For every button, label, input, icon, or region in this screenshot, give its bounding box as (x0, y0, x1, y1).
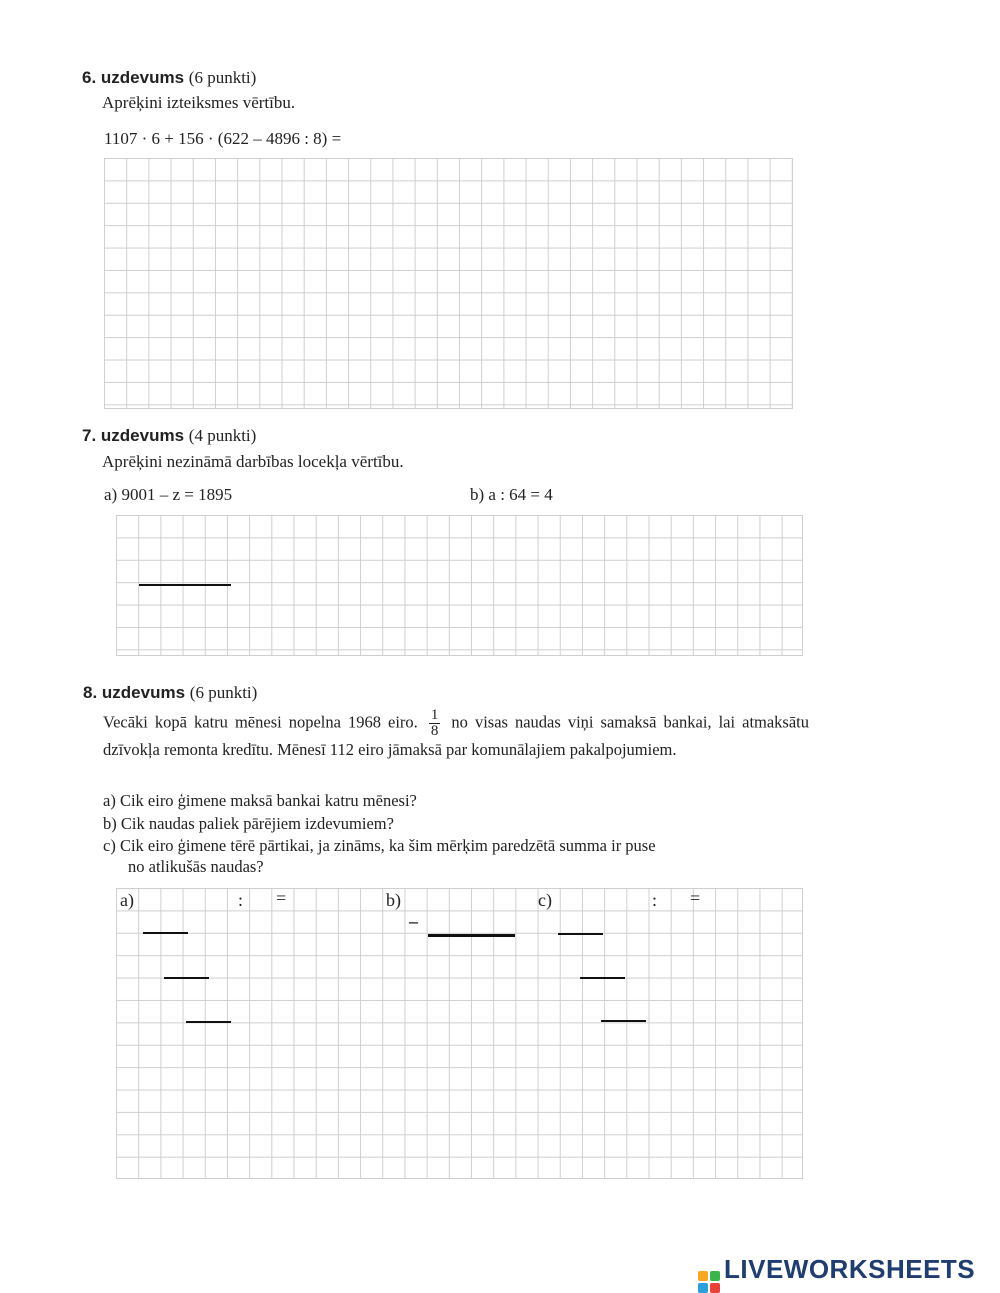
task7-answer-line (139, 584, 231, 586)
grid-colon-a: : (238, 890, 244, 910)
task8-heading (83, 683, 257, 703)
task8-question-b: b) Cik naudas paliek pārējiem izdevumiem? (103, 814, 394, 833)
task7-instruction: Aprēķini nezināmā darbības locekļa vērtību. (102, 452, 404, 471)
liveworksheets-logo (698, 1254, 975, 1293)
task7-heading (82, 426, 256, 446)
task6-answer-grid[interactable] (104, 158, 793, 409)
answer-line-a2 (164, 977, 209, 979)
logo-icon (698, 1271, 720, 1293)
task8-question-c: c) Cik eiro ģimene tērē pārtikai, ja zināms, ka šim mērķim paredzētā summa ir puse (103, 836, 656, 855)
answer-line-a1 (143, 932, 188, 934)
logo-square-2 (710, 1271, 720, 1281)
task6-title: 6. uzdevums (82, 68, 185, 87)
grid-label-a: a) (120, 890, 134, 910)
logo-square-1 (698, 1271, 708, 1281)
task7-part-a: a) 9001 – z = 1895 (104, 485, 233, 504)
task8-title: 8. uzdevums (83, 683, 186, 702)
task8-points: (6 punkti) (189, 683, 258, 702)
answer-line-c1 (558, 933, 603, 935)
fraction-numerator: 1 (430, 707, 439, 723)
task7-title: 7. uzdevums (82, 426, 185, 445)
task8-answer-grid[interactable] (116, 888, 803, 1179)
grid-label-b: b) (386, 890, 401, 910)
task6-expression: 1107 · 6 + 156 · (622 – 4896 : 8) = (104, 129, 342, 148)
task7-part-b: b) a : 64 = 4 (470, 485, 553, 504)
logo-square-4 (710, 1283, 720, 1293)
task8-text-after: no visas naudas viņi samaksā bankai, lai atmaksātu dzīvokļa remonta kredītu. Mēnesī 112 eiro jāmaksā par komunālajiem pakalpojumiem. (103, 712, 810, 759)
answer-line-a3 (186, 1021, 231, 1023)
grid-minus-b: – (409, 911, 418, 931)
task6-heading (82, 68, 256, 88)
answer-line-c2 (580, 977, 625, 979)
task8-fraction (429, 708, 441, 739)
task8-problem-text (103, 708, 809, 760)
grid-colon-c: : (652, 890, 658, 910)
task8-question-a: a) Cik eiro ģimene maksā bankai katru mēnesi? (103, 791, 417, 810)
grid-equals-c: = (690, 888, 701, 908)
answer-line-c3 (601, 1020, 646, 1022)
grid-label-c: c) (538, 890, 552, 910)
task6-points: (6 punkti) (188, 68, 257, 87)
logo-text: LIVEWORKSHEETS (724, 1254, 976, 1284)
task7-points: (4 punkti) (188, 426, 257, 445)
logo-square-3 (698, 1283, 708, 1293)
answer-line-b1 (428, 934, 515, 937)
task8-text-before: Vecāki kopā katru mēnesi nopelna 1968 eiro. (103, 712, 418, 732)
fraction-denominator: 8 (430, 723, 439, 739)
grid-equals-a: = (276, 888, 287, 908)
task8-question-c-cont: no atlikušās naudas? (128, 857, 264, 876)
task6-instruction: Aprēķini izteiksmes vērtību. (102, 93, 296, 112)
